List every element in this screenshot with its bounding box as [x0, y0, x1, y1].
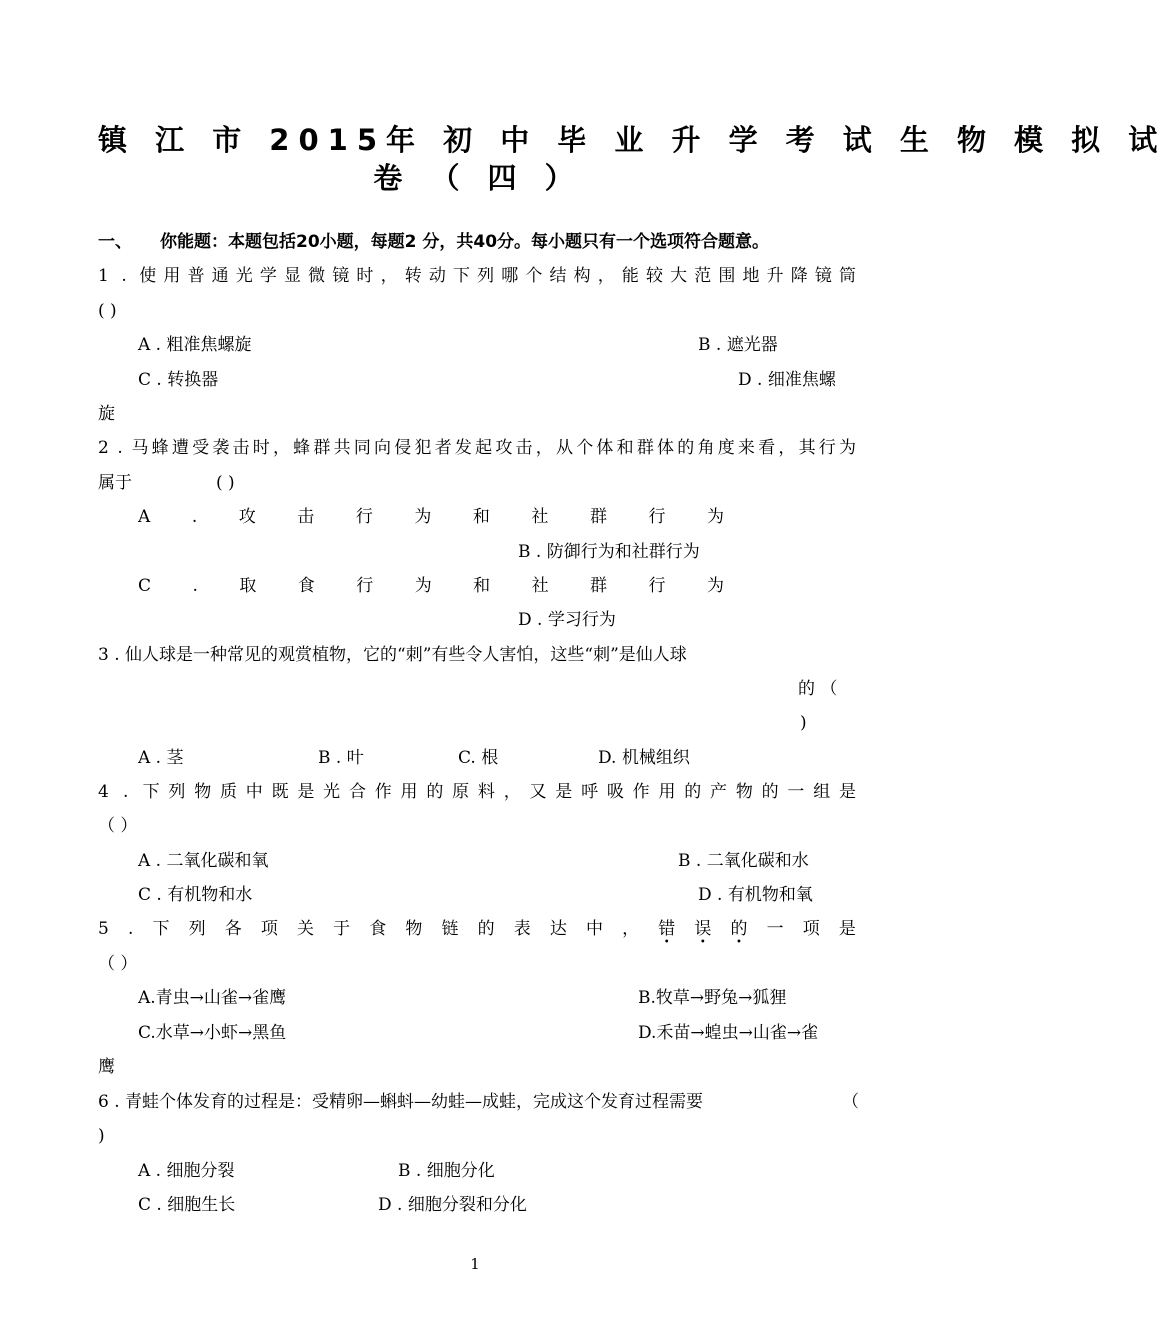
question-5-stem-char: 表	[513, 919, 531, 939]
question-4-blank: （ ）	[98, 816, 138, 836]
question-1-option-c: C . 转换器	[138, 370, 219, 390]
question-2-option-a-char: 攻	[238, 507, 256, 527]
question-5-stem-char: 列	[188, 919, 206, 939]
question-3-stem: 3 . 仙人球是一种常见的观赏植物，它的“刺”有些令人害怕，这些“刺”是仙人球	[98, 645, 687, 665]
question-4-stem: 4 . 下列物质中既是光合作用的原料，又是呼吸作用的产物的一组是	[98, 782, 856, 802]
emphasis-dot-icon: •	[736, 937, 742, 948]
question-1-option-a: A . 粗准焦螺旋	[138, 335, 252, 355]
question-5-stem-char: 是	[838, 919, 856, 939]
question-5-stem-char: 关	[296, 919, 314, 939]
question-2-option-a-char: 群	[589, 507, 607, 527]
question-5-stem-char: 链	[441, 919, 459, 939]
question-5-stem-char: 物	[405, 919, 423, 939]
question-2-stem-cont: 属于	[98, 473, 132, 493]
question-3-option-a: A . 茎	[138, 748, 184, 768]
question-5-option-c: C.水草→小虾→黑鱼	[138, 1023, 287, 1043]
question-5-stem-char: 5	[98, 919, 109, 939]
question-2-option-c-char: .	[192, 576, 198, 596]
question-2-option-a-char: 行	[355, 507, 373, 527]
question-5-option-d: D.禾苗→蝗虫→山雀→雀	[638, 1023, 819, 1043]
question-5-stem-char: 中	[585, 919, 603, 939]
question-5-stem-char: 的	[477, 919, 495, 939]
question-6-option-a: A . 细胞分裂	[138, 1161, 235, 1181]
page-number: 1	[470, 1255, 480, 1273]
question-2-option-c-char: 食	[297, 576, 315, 596]
question-2-option-b: B . 防御行为和社群行为	[518, 542, 700, 562]
question-5-option-b: B.牧草→野兔→狐狸	[638, 988, 787, 1008]
question-5-stem-char: 一	[766, 919, 784, 939]
question-2-option-a-char: 社	[531, 507, 549, 527]
question-1-blank: ( )	[98, 301, 117, 321]
question-2-option-a-char: 和	[472, 507, 490, 527]
question-5-stem-char: 错 •	[658, 919, 676, 948]
question-5-stem-char: 于	[333, 919, 351, 939]
question-5-option-d-wrap: 鹰	[98, 1057, 115, 1077]
question-4-option-d: D . 有机物和氧	[698, 885, 813, 905]
question-3-option-b: B . 叶	[318, 748, 364, 768]
question-3-stem-cont: 的 （	[798, 679, 838, 699]
question-4-option-a: A . 二氧化碳和氧	[138, 851, 269, 871]
question-4-option-b: B . 二氧化碳和水	[678, 851, 809, 871]
question-2-option-c-char: 为	[706, 576, 724, 596]
question-2-option-c-char: 和	[473, 576, 491, 596]
question-5-stem-char: 各	[224, 919, 242, 939]
question-6-option-c: C . 细胞生长	[138, 1195, 236, 1215]
question-5-stem	[98, 918, 856, 948]
question-2-option-c-char: 取	[239, 576, 257, 596]
question-5-stem-char: 达	[549, 919, 567, 939]
question-2-stem: 2 . 马蜂遭受袭击时，蜂群共同向侵犯者发起攻击，从个体和群体的角度来看，其行为	[98, 438, 856, 458]
question-5-stem-char: 下	[152, 919, 170, 939]
question-5-stem-char: 食	[369, 919, 387, 939]
question-2-option-c-char: 为	[414, 576, 432, 596]
question-2-option-c-char: 行	[648, 576, 666, 596]
question-5-stem-char: .	[127, 919, 134, 939]
question-5-stem-char: ，	[622, 919, 640, 939]
question-2-option-c-char: 社	[531, 576, 549, 596]
question-2-option-a-char: 为	[414, 507, 432, 527]
question-2-option-c-char: C	[138, 576, 152, 596]
question-6-option-b: B . 细胞分化	[398, 1161, 495, 1181]
question-5-stem-char: 的 •	[730, 919, 748, 948]
question-2-option-a-char: .	[191, 507, 198, 527]
question-2-option-c	[138, 575, 724, 597]
question-2-blank: ( )	[216, 473, 235, 493]
question-2-option-c-char: 群	[590, 576, 608, 596]
question-5-option-a: A.青虫→山雀→雀鹰	[138, 988, 287, 1008]
section-instructions: 你能题：本题包括20小题，每题2 分，共40分。每小题只有一个选项符合题意。	[160, 232, 770, 252]
question-3-option-d: D. 机械组织	[598, 748, 690, 768]
question-2-option-a	[138, 506, 724, 528]
question-5-stem-char: 项	[260, 919, 278, 939]
question-6-blank-open: （	[842, 1092, 859, 1112]
question-2-option-a-char: 为	[707, 507, 724, 527]
question-2-option-a-char: A	[138, 507, 151, 527]
question-5-blank: （ ）	[98, 954, 138, 974]
emphasis-dot-icon: •	[663, 937, 670, 948]
question-6-blank-close: )	[98, 1126, 105, 1146]
question-5-stem-char: 误 •	[694, 919, 712, 948]
question-2-option-d: D . 学习行为	[518, 610, 616, 630]
question-1-option-d: D . 细准焦螺	[738, 370, 836, 390]
question-2-option-a-char: 击	[297, 507, 315, 527]
question-6-stem: 6 . 青蛙个体发育的过程是：受精卵—蝌蚪—幼蛙—成蛙，完成这个发育过程需要	[98, 1092, 704, 1112]
question-4-option-c: C . 有机物和水	[138, 885, 253, 905]
question-6-option-d: D . 细胞分裂和分化	[378, 1195, 527, 1215]
question-1-option-d-wrap: 旋	[98, 404, 115, 424]
question-2-option-a-char: 行	[648, 507, 666, 527]
exam-title-line2: 卷 （ 四 ）	[373, 161, 583, 195]
section-number: 一、	[98, 232, 132, 252]
question-5-stem-char: 项	[802, 919, 820, 939]
exam-title-line1: 镇 江 市 2015年 初 中 毕 业 升 学 考 试 生 物 模 拟 试	[98, 123, 1166, 157]
emphasis-dot-icon: •	[699, 937, 706, 948]
question-3-blank: )	[800, 713, 807, 733]
question-3-option-c: C. 根	[458, 748, 499, 768]
question-1-stem: 1 . 使用普通光学显微镜时，转动下列哪个结构，能较大范围地升降镜筒	[98, 266, 856, 286]
question-1-option-b: B . 遮光器	[698, 335, 778, 355]
question-2-option-c-char: 行	[356, 576, 374, 596]
